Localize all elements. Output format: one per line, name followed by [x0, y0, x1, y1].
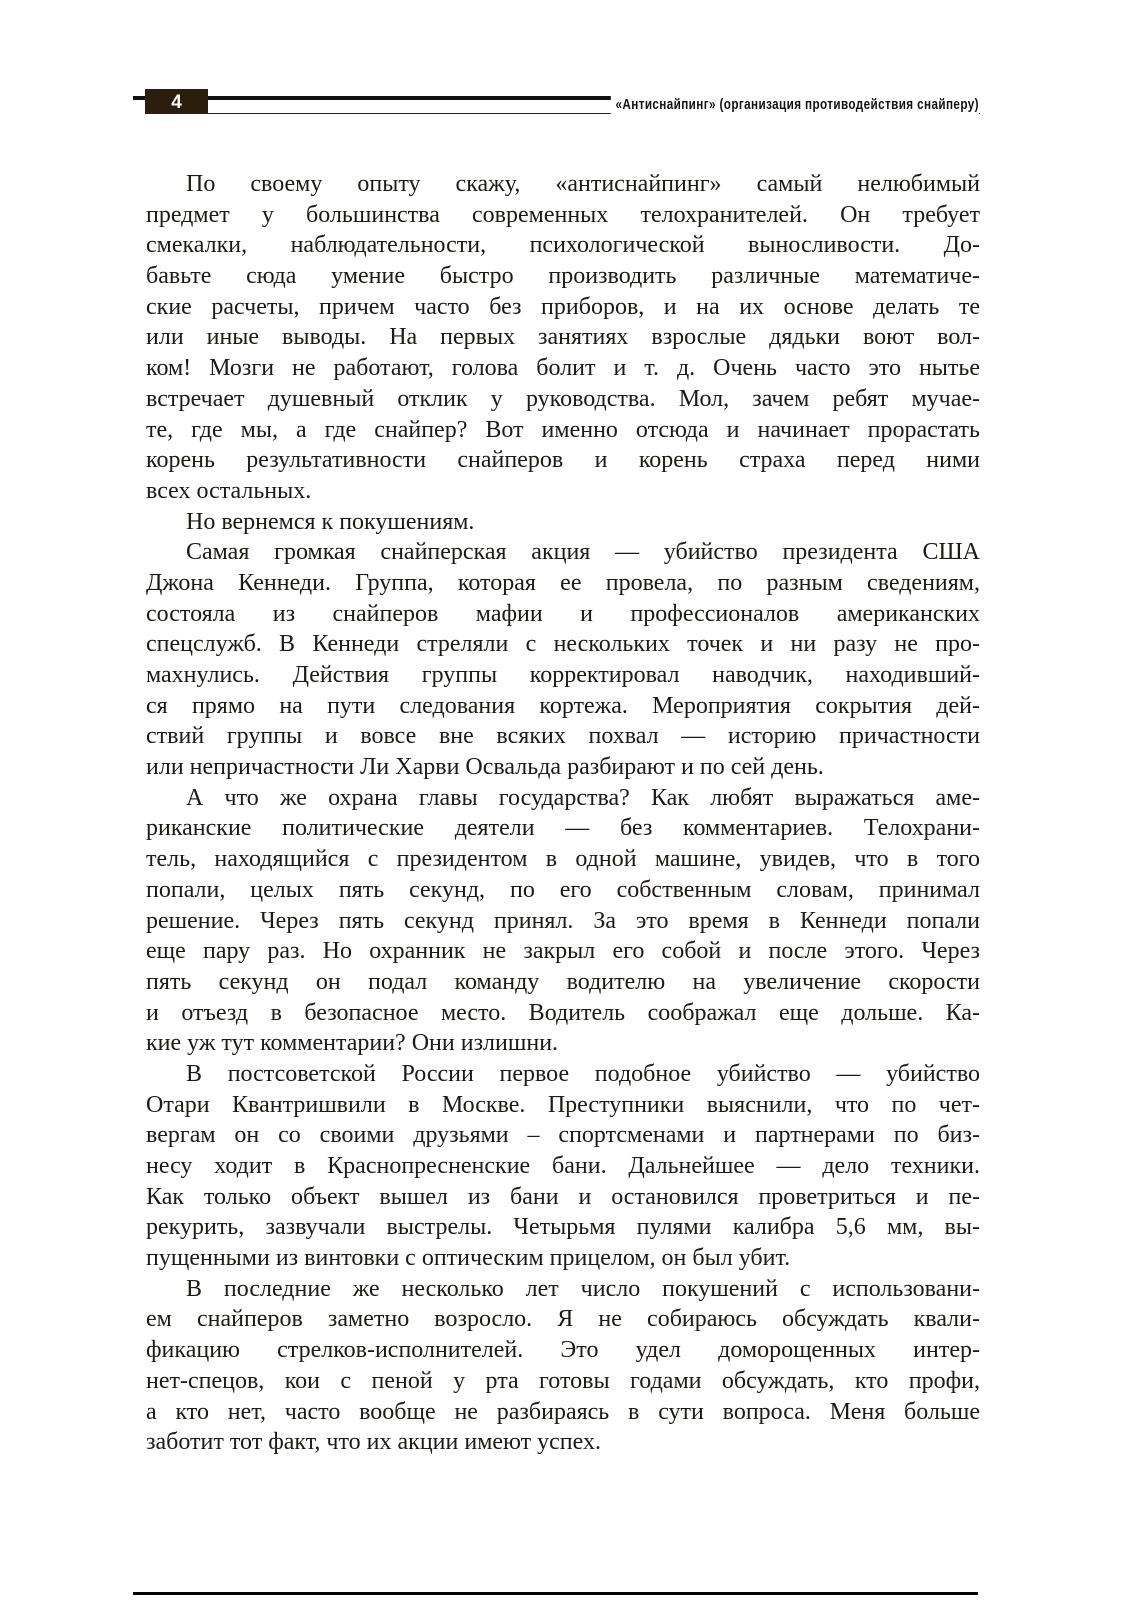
text-line: вергам он со своими друзьями – спортсменами и партнерами по биз- — [146, 1122, 980, 1149]
text-line: Отари Квантришвили в Москве. Преступники выяснили, что по чет- — [146, 1091, 980, 1118]
text-line: ем снайперов заметно возросло. Я не собираюсь обсуждать квали- — [146, 1306, 980, 1333]
text-line: попали, целых пять секунд, по его собственным словам, принимал — [146, 876, 980, 903]
text-line: Джона Кеннеди. Группа, которая ее провела, по разным сведениям, — [146, 569, 980, 596]
text-line: пять секунд он подал команду водителю на увеличение скорости — [146, 968, 980, 995]
paragraph — [146, 537, 980, 783]
paragraph — [146, 1059, 980, 1274]
text-line: пущенными из винтовки с оптическим прицелом, он был убит. — [146, 1245, 791, 1272]
text-line: решение. Через пять секунд принял. За это время в Кеннеди попали — [146, 907, 980, 934]
text-line: спецслужб. В Кеннеди стреляли с нескольких точек и ни разу не про- — [146, 631, 980, 658]
text-line: смекалки, наблюдательности, психологической выносливости. До- — [146, 232, 980, 259]
text-line: фикацию стрелков-исполнителей. Это удел доморощенных интер- — [146, 1337, 980, 1364]
text-line: А что же охрана главы государства? Как любят выражаться аме- — [186, 784, 980, 811]
paragraph — [146, 783, 980, 1059]
footer-rule — [133, 1592, 978, 1595]
text-line: В постсоветской России первое подобное убийство — убийство — [186, 1060, 980, 1087]
body-text — [146, 169, 980, 1458]
text-line: махнулись. Действия группы корректировал наводчик, находивший- — [146, 662, 980, 688]
text-line: предмет у большинства современных телохранителей. Он требует — [146, 201, 980, 228]
text-line: Как только объект вышел из бани и остановился проветриться и пе- — [146, 1183, 980, 1210]
text-line: корень результативности снайперов и корень страха перед ними — [146, 447, 980, 474]
text-line: рекурить, зазвучали выстрелы. Четырьмя пулями калибра 5,6 мм, вы- — [146, 1214, 980, 1241]
text-line: риканские политические деятели — без комментариев. Телохрани- — [146, 815, 980, 842]
text-line: те, где мы, а где снайпер? Вот именно отсюда и начинает прорастать — [146, 416, 980, 443]
text-line: тель, находящийся с президентом в одной машине, увидев, что в того — [146, 846, 980, 873]
text-line: или иные выводы. На первых занятиях взрослые дядьки воют вол- — [146, 324, 980, 351]
text-line: нет-спецов, кои с пеной у рта готовы годами обсуждать, кто профи, — [146, 1367, 980, 1394]
paragraph — [146, 1274, 980, 1458]
text-line: всех остальных. — [146, 477, 312, 504]
text-line: еще пару раз. Но охранник не закрыл его собой и после этого. Через — [146, 938, 980, 965]
text-line: и отъезд в безопасное место. Водитель соображал еще дольше. Ка- — [146, 999, 980, 1026]
text-line: ком! Мозги не работают, голова болит и т. д. Очень часто это нытье — [146, 355, 980, 382]
text-line: заботит тот факт, что их акции имеют успех. — [146, 1429, 601, 1456]
text-line: В последние же несколько лет число покушений с использовани- — [186, 1275, 980, 1302]
text-line: По своему опыту скажу, «антиснайпинг» самый нелюбимый — [186, 171, 980, 197]
text-line: Но вернемся к покушениям. — [186, 508, 475, 535]
page-number: 4 — [171, 92, 182, 113]
text-line: а кто нет, часто вообще не разбираясь в сути вопроса. Меня больше — [146, 1398, 980, 1425]
paragraph — [146, 169, 980, 507]
text-line: состояла из снайперов мафии и профессионалов американских — [146, 600, 980, 627]
text-line: ствий группы и вовсе вне всяких похвал — историю причастности — [146, 723, 980, 750]
text-line: бавьте сюда умение быстро производить различные математиче- — [146, 263, 980, 290]
text-line: встречает душевный отклик у руководства. Мол, зачем ребят мучае- — [146, 385, 980, 412]
running-title: «Антиснайпинг» (организация противодействия снайперу) — [611, 96, 979, 114]
text-line: Самая громкая снайперская акция — убийство президента США — [186, 539, 980, 566]
text-line: кие уж тут комментарии? Они излишни. — [146, 1030, 559, 1057]
text-line: или непричастности Ли Харви Освальда разбирают и по сей день. — [146, 754, 824, 781]
text-line: ся прямо на пути следования кортежа. Мероприятия сокрытия дей- — [146, 692, 980, 719]
page-number-box — [145, 89, 208, 114]
paragraph — [146, 507, 980, 538]
text-line: ские расчеты, причем часто без приборов, и на их основе делать те — [146, 293, 980, 320]
text-line: несу ходит в Краснопресненские бани. Дальнейшее — дело техники. — [146, 1153, 980, 1179]
